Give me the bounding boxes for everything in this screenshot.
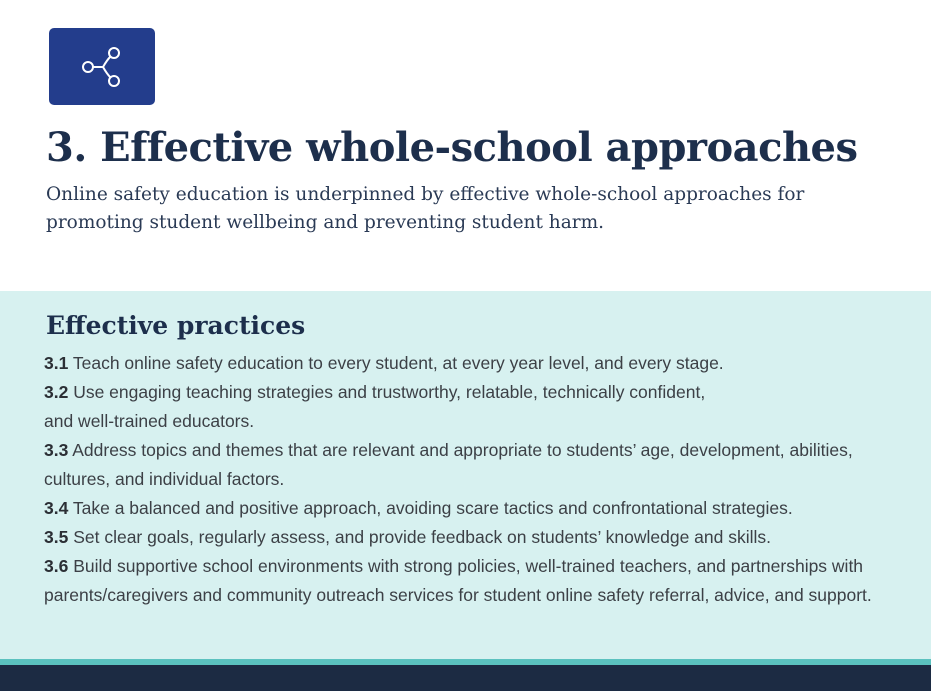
practice-text: Address topics and themes that are relevant and appropriate to students’ age, development, abilities, cultures, and individual factors. — [44, 440, 853, 489]
practice-number: 3.2 — [44, 382, 69, 402]
practice-item — [44, 436, 904, 494]
page-title: 3. Effective whole-school approaches — [46, 124, 858, 171]
practice-number: 3.6 — [44, 556, 69, 576]
practice-number: 3.1 — [44, 353, 69, 373]
practice-number: 3.5 — [44, 527, 69, 547]
share-network-icon — [78, 43, 126, 91]
practice-item — [44, 349, 904, 378]
effective-practices-panel — [0, 291, 931, 659]
practice-text: Set clear goals, regularly assess, and provide feedback on students’ knowledge and skills. — [73, 527, 772, 547]
practice-text: Use engaging teaching strategies and trustworthy, relatable, technically confident, — [73, 382, 706, 402]
practice-list — [44, 349, 904, 610]
practice-text: Take a balanced and positive approach, avoiding scare tactics and confrontational strategies. — [72, 498, 793, 518]
practice-text: Teach online safety education to every student, at every year level, and every stage. — [72, 353, 724, 373]
practice-item — [44, 494, 904, 523]
practices-heading: Effective practices — [46, 311, 306, 340]
section-icon-badge — [49, 28, 155, 105]
intro-paragraph: Online safety education is underpinned by effective whole-school approaches for promoting student wellbeing and preventing student harm. — [46, 184, 805, 233]
practice-text-continued: and well-trained educators. — [44, 411, 255, 431]
practice-text: Build supportive school environments with strong policies, well-trained teachers, and partnerships with parents/caregivers and community outreach services for student online safety referral, advice, and support. — [44, 556, 872, 605]
practice-item — [44, 552, 904, 610]
practice-number: 3.4 — [44, 498, 69, 518]
practice-number: 3.3 — [44, 440, 69, 460]
practice-item — [44, 523, 904, 552]
footer-bar — [0, 665, 931, 691]
practice-item — [44, 378, 904, 436]
